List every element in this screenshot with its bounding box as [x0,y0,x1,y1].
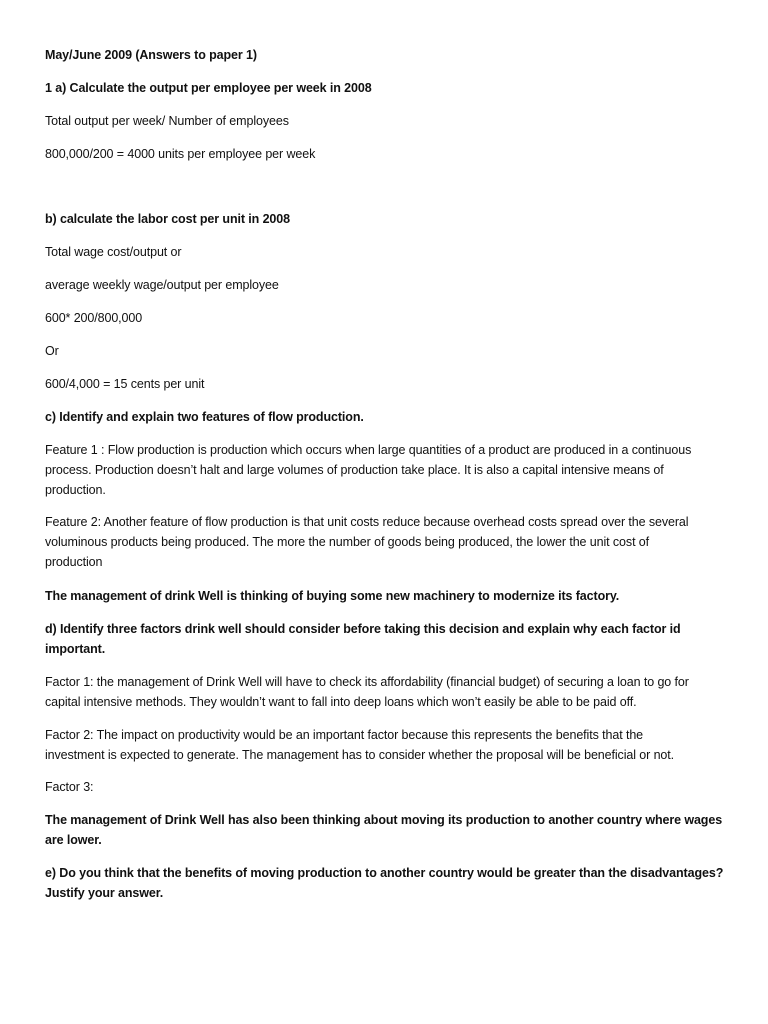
q1b-formula-2: average weekly wage/output per employee [45,278,279,292]
question-1a: 1 a) Calculate the output per employee per week in 2008 [45,81,372,95]
question-1e [45,863,725,903]
q1a-answer: 800,000/200 = 4000 units per employee per week [45,147,316,161]
q1d-factor-3: Factor 3: [45,780,94,794]
text-line: are lower. [45,833,102,847]
context-machinery: The management of drink Well is thinking of buying some new machinery to modernize its factory. [45,589,620,603]
text-line: investment is expected to generate. The management has to consider whether the proposal will be beneficial or not. [45,748,675,762]
text-line: e) Do you think that the benefits of moving production to another country would be greater than the disadvantages? [45,866,724,880]
text-line: production [45,555,103,569]
context-relocation [45,810,725,850]
q1b-calculation-2: 600/4,000 = 15 cents per unit [45,377,205,391]
text-line: Feature 1 : Flow production is production which occurs when large quantities of a product are produced in a continuous [45,443,692,457]
q1a-formula: Total output per week/ Number of employees [45,114,289,128]
text-line: Justify your answer. [45,886,164,900]
question-1b: b) calculate the labor cost per unit in 2008 [45,212,290,226]
q1b-calculation-1: 600* 200/800,000 [45,311,143,325]
text-line: voluminous products being produced. The more the number of goods being produced, the lower the unit cost of [45,535,650,549]
question-1d [45,619,725,659]
q1c-feature-1 [45,440,725,500]
text-line: production. [45,483,106,497]
text-line: Factor 2: The impact on productivity would be an important factor because this represents the benefits that the [45,728,644,742]
text-line: The management of Drink Well has also been thinking about moving its production to another country where wages [45,813,723,827]
text-line: important. [45,642,106,656]
q1b-formula-1: Total wage cost/output or [45,245,182,259]
q1b-or: Or [45,344,59,358]
q1c-feature-2 [45,512,725,572]
text-line: capital intensive methods. They wouldn’t want to fall into deep loans which won’t easily be able to be paid off. [45,695,637,709]
document-title: May/June 2009 (Answers to paper 1) [45,48,257,62]
text-line: Factor 1: the management of Drink Well will have to check its affordability (financial budget) of securing a loan to go for [45,675,689,689]
q1d-factor-1 [45,672,725,712]
question-1c: c) Identify and explain two features of flow production. [45,410,364,424]
q1d-factor-2 [45,725,725,765]
text-line: d) Identify three factors drink well should consider before taking this decision and explain why each factor id [45,622,681,636]
text-line: process. Production doesn’t halt and large volumes of production take place. It is also a capital intensive means of [45,463,664,477]
text-line: Feature 2: Another feature of flow production is that unit costs reduce because overhead costs spread over the several [45,515,689,529]
